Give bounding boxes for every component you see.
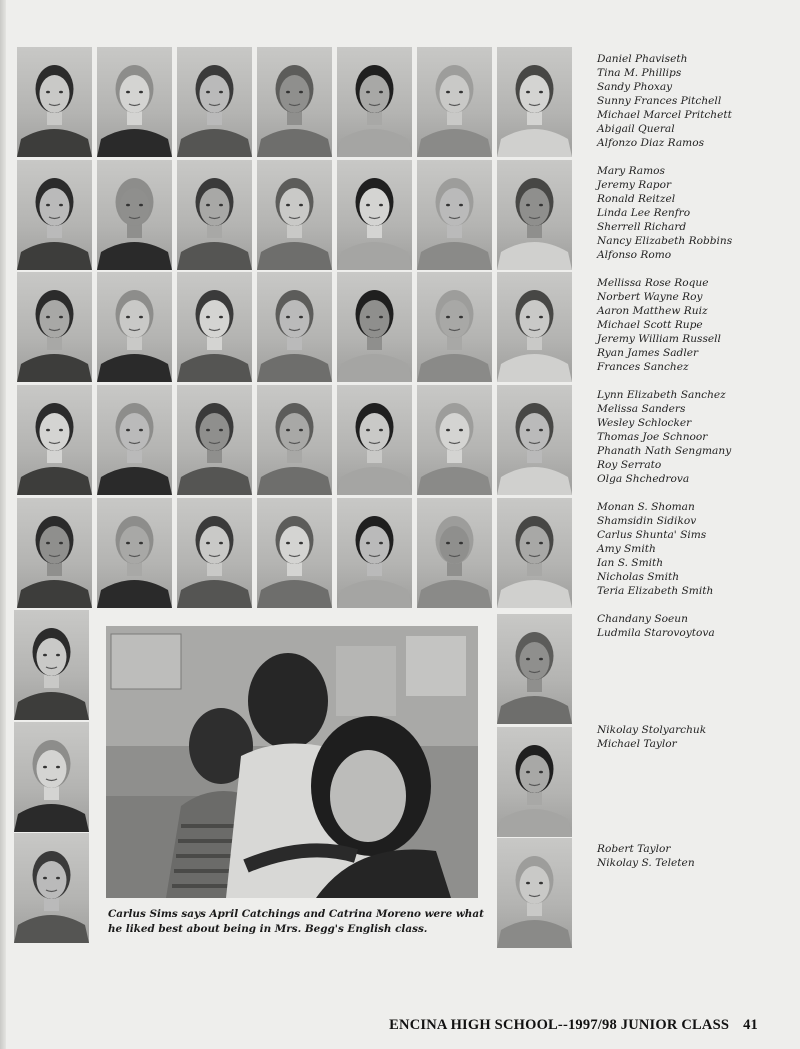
student-portrait xyxy=(497,272,572,382)
student-name: Norbert Wayne Roy xyxy=(597,291,703,303)
student-name: Melissa Sanders xyxy=(597,403,686,415)
student-portrait xyxy=(337,47,412,157)
name-list-row-4 xyxy=(597,388,731,486)
student-portrait xyxy=(14,833,89,943)
student-portrait xyxy=(177,160,252,270)
school-class-label: ENCINA HIGH SCHOOL--1997/98 JUNIOR CLASS xyxy=(389,1017,730,1033)
student-portrait xyxy=(97,272,172,382)
photo-caption: Carlus Sims says April Catchings and Catrina Moreno were what he liked best about being in Mrs. Begg's English class. xyxy=(108,908,484,935)
student-portrait xyxy=(417,272,492,382)
student-portrait xyxy=(337,160,412,270)
student-name: Phanath Nath Sengmany xyxy=(597,445,732,457)
student-portrait xyxy=(17,385,92,495)
student-name: Jeremy Rapor xyxy=(597,179,672,191)
student-portrait xyxy=(257,498,332,608)
student-portrait xyxy=(257,385,332,495)
student-portrait xyxy=(97,385,172,495)
student-name: Jeremy William Russell xyxy=(597,333,721,345)
student-name: Ludmila Starovoytova xyxy=(597,627,715,639)
student-portrait xyxy=(14,610,89,720)
student-name: Frances Sanchez xyxy=(597,361,689,373)
student-name: Olga Shchedrova xyxy=(597,473,690,485)
student-portrait xyxy=(257,47,332,157)
student-name: Sherrell Richard xyxy=(597,221,687,233)
student-name: Abigail Queral xyxy=(597,123,675,135)
student-name: Michael Marcel Pritchett xyxy=(597,109,732,121)
student-name: Ronald Reitzel xyxy=(597,193,676,205)
student-portrait xyxy=(257,160,332,270)
student-name: Wesley Schlocker xyxy=(597,417,692,429)
student-name: Ian S. Smith xyxy=(597,557,664,569)
student-name: Nicholas Smith xyxy=(597,571,680,583)
student-name: Mellissa Rose Roque xyxy=(597,277,709,289)
student-portrait xyxy=(497,727,572,837)
student-name: Daniel Phaviseth xyxy=(597,53,688,65)
name-list-row-6 xyxy=(597,612,715,640)
student-name: Aaron Matthew Ruiz xyxy=(597,305,708,317)
student-portrait xyxy=(97,160,172,270)
feature-photo xyxy=(106,626,478,898)
student-portrait xyxy=(497,614,572,724)
student-portrait xyxy=(17,498,92,608)
student-name: Michael Scott Rupe xyxy=(597,319,703,331)
student-name: Robert Taylor xyxy=(597,843,671,855)
student-portrait xyxy=(97,47,172,157)
student-portrait xyxy=(177,498,252,608)
student-name: Lynn Elizabeth Sanchez xyxy=(597,389,726,401)
student-name: Sandy Phoxay xyxy=(597,81,673,93)
page-number: 41 xyxy=(743,1017,758,1033)
student-name: Nikolay Stolyarchuk xyxy=(597,724,707,736)
student-portrait xyxy=(337,385,412,495)
student-name: Michael Taylor xyxy=(597,738,677,750)
student-name: Shamsidin Sidikov xyxy=(597,515,697,527)
student-name: Teria Elizabeth Smith xyxy=(597,585,714,597)
name-list-row-3 xyxy=(597,276,721,374)
student-name: Mary Ramos xyxy=(597,165,665,177)
student-name: Monan S. Shoman xyxy=(597,501,695,513)
student-name: Sunny Frances Pitchell xyxy=(597,95,722,107)
page-footer xyxy=(389,1017,758,1034)
student-portrait xyxy=(417,498,492,608)
student-name: Nancy Elizabeth Robbins xyxy=(597,235,733,247)
student-portrait xyxy=(497,47,572,157)
student-name: Carlus Shunta' Sims xyxy=(597,529,707,541)
student-name: Nikolay S. Teleten xyxy=(597,857,695,869)
student-portrait xyxy=(257,272,332,382)
student-portrait xyxy=(337,272,412,382)
student-portrait xyxy=(14,722,89,832)
name-list-row-7 xyxy=(597,723,706,751)
student-portrait xyxy=(497,498,572,608)
student-portrait xyxy=(497,838,572,948)
student-portrait xyxy=(97,498,172,608)
student-portrait xyxy=(177,47,252,157)
student-name: Alfonso Romo xyxy=(597,249,672,261)
student-portrait xyxy=(417,385,492,495)
page-binding-edge xyxy=(0,0,6,1049)
student-name: Alfonzo Diaz Ramos xyxy=(597,137,705,149)
student-name: Roy Serrato xyxy=(597,459,662,471)
feature-photo-image xyxy=(106,626,478,898)
student-portrait xyxy=(497,160,572,270)
student-portrait xyxy=(17,272,92,382)
student-name: Thomas Joe Schnoor xyxy=(597,431,708,443)
student-portrait xyxy=(497,385,572,495)
student-name: Tina M. Phillips xyxy=(597,67,682,79)
name-list-row-8 xyxy=(597,842,695,870)
student-name: Linda Lee Renfro xyxy=(597,207,691,219)
student-name: Chandany Soeun xyxy=(597,613,688,625)
student-portrait xyxy=(177,385,252,495)
student-portrait xyxy=(417,47,492,157)
student-portrait xyxy=(337,498,412,608)
student-portrait xyxy=(17,160,92,270)
student-portrait xyxy=(417,160,492,270)
student-name: Ryan James Sadler xyxy=(597,347,699,359)
student-portrait xyxy=(177,272,252,382)
student-portrait xyxy=(17,47,92,157)
student-name: Amy Smith xyxy=(597,543,656,555)
name-list-row-1 xyxy=(597,52,732,150)
name-list-row-2 xyxy=(597,164,732,262)
name-list-row-5 xyxy=(597,500,713,598)
